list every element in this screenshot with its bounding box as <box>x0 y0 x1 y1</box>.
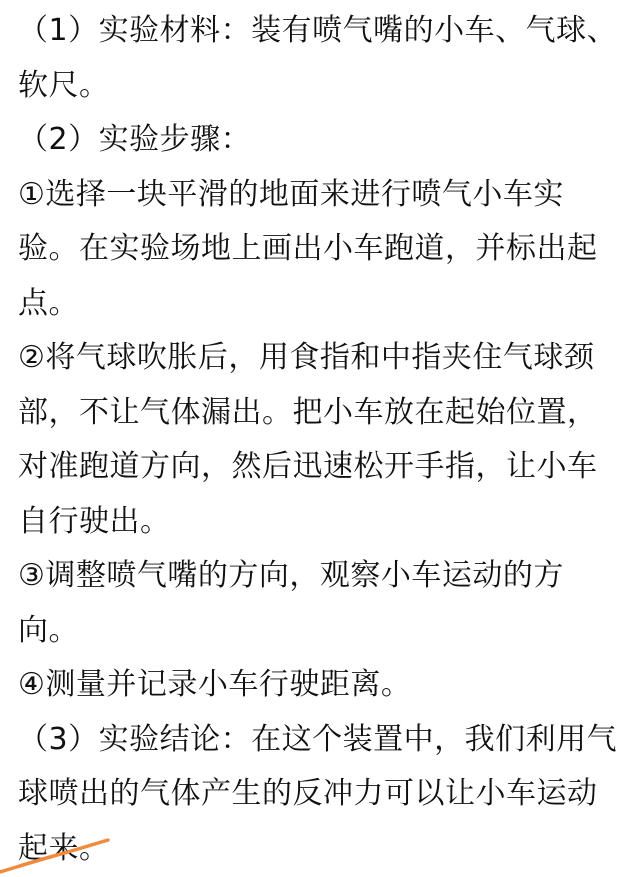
text-line-3: （2）实验步骤： <box>18 122 252 157</box>
text-line-2: 软尺。 <box>18 67 110 103</box>
text-line-9: 对准跑道方向，然后迅速松开手指，让小车 <box>18 449 598 484</box>
text-line-8: 部，不让气体漏出。把小车放在起始位置， <box>18 394 598 430</box>
text-line-1: （1）实验材料：装有喷气嘴的小车、气球、 <box>18 13 618 48</box>
text-line-14: （3）实验结论：在这个装置中，我们利用气 <box>18 721 618 757</box>
text-line-10: 自行驶出。 <box>18 503 171 539</box>
text-line-6: 点。 <box>18 285 79 321</box>
text-line-5: 验。在实验场地上画出小车跑道，并标出起 <box>18 231 598 266</box>
text-line-15: 球喷出的气体产生的反冲力可以让小车运动 <box>18 776 598 811</box>
text-line-12: 向。 <box>18 612 79 648</box>
text-line-13: ④测量并记录小车行驶距离。 <box>18 667 412 702</box>
text-line-4: ①选择一块平滑的地面来进行喷气小车实 <box>18 176 564 212</box>
text-line-11: ③调整喷气嘴的方向，观察小车运动的方 <box>18 558 564 593</box>
text-line-16: 起来。 <box>18 830 110 866</box>
text-line-7: ②将气球吹胀后，用食指和中指夹住气球颈 <box>18 340 595 375</box>
document-body <box>18 0 630 876</box>
